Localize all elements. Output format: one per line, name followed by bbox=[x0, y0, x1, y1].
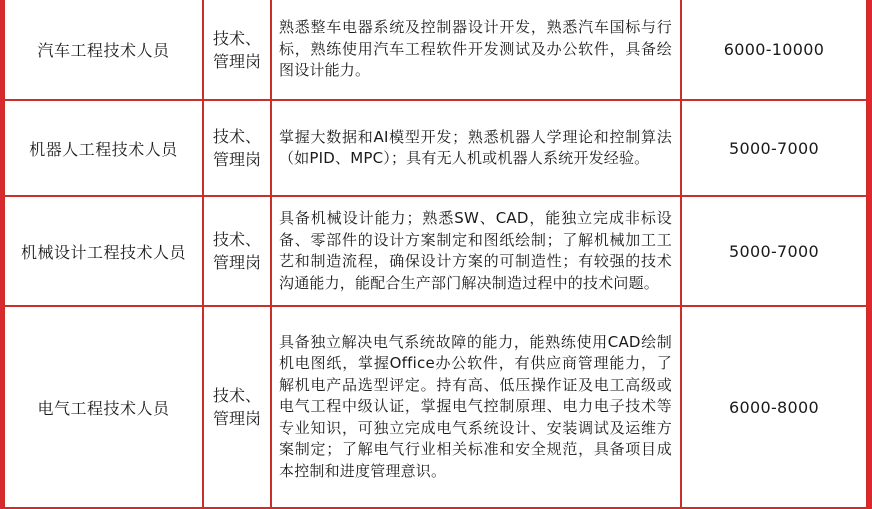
job-type bbox=[203, 196, 271, 306]
job-type-line1: 技术、 bbox=[212, 386, 261, 405]
job-type bbox=[203, 0, 271, 100]
job-requirements: 具备机械设计能力；熟悉SW、CAD，能独立完成非标设备、零部件的设计方案制定和图纸绘制；了解机械加工工艺和制造流程，确保设计方案的可制造性；有较强的技术沟通能力，能配合生产部门解决制造过程中的技术问题。 bbox=[271, 196, 681, 306]
job-requirements: 具备独立解决电气系统故障的能力，能熟练使用CAD绘制机电图纸，掌握Office办公软件，有供应商管理能力，了解机电产品选型评定。持有高、低压操作证及电工高级或电气工程中级认证，掌握电气控制原理、电力电子技术等专业知识，可独立完成电气系统设计、安装调试及运维方案制定；了解电气行业相关标准和安全规范，具备项目成本控制和进度管理意识。 bbox=[271, 306, 681, 508]
job-type-line1: 技术、 bbox=[212, 230, 261, 249]
job-type-line2: 管理岗 bbox=[212, 253, 261, 272]
job-type-line2: 管理岗 bbox=[212, 51, 261, 71]
job-salary: 5000-7000 bbox=[681, 100, 867, 196]
job-requirements: 掌握大数据和AI模型开发；熟悉机器人学理论和控制算法（如PID、MPC）；具有无人机或机器人系统开发经验。 bbox=[271, 100, 681, 196]
job-type bbox=[203, 306, 271, 508]
job-title: 电气工程技术人员 bbox=[4, 306, 203, 508]
job-type-line2: 管理岗 bbox=[212, 150, 261, 169]
job-type bbox=[203, 100, 271, 196]
job-type-line1: 技术、 bbox=[212, 127, 261, 146]
job-title: 汽车工程技术人员 bbox=[4, 0, 203, 100]
table-row bbox=[4, 306, 867, 508]
table-row bbox=[4, 100, 867, 196]
job-salary: 6000-10000 bbox=[681, 0, 867, 100]
job-title: 机器人工程技术人员 bbox=[4, 100, 203, 196]
job-title: 机械设计工程技术人员 bbox=[4, 196, 203, 306]
job-type-line1: 技术、 bbox=[212, 28, 261, 48]
job-type-line2: 管理岗 bbox=[212, 409, 261, 428]
job-table bbox=[3, 0, 868, 509]
table-row bbox=[4, 196, 867, 306]
job-requirements: 熟悉整车电器系统及控制器设计开发，熟悉汽车国标与行标，熟练使用汽车工程软件开发测试及办公软件，具备绘图设计能力。 bbox=[271, 0, 681, 100]
table-row bbox=[4, 0, 867, 100]
job-salary: 6000-8000 bbox=[681, 306, 867, 508]
job-salary: 5000-7000 bbox=[681, 196, 867, 306]
